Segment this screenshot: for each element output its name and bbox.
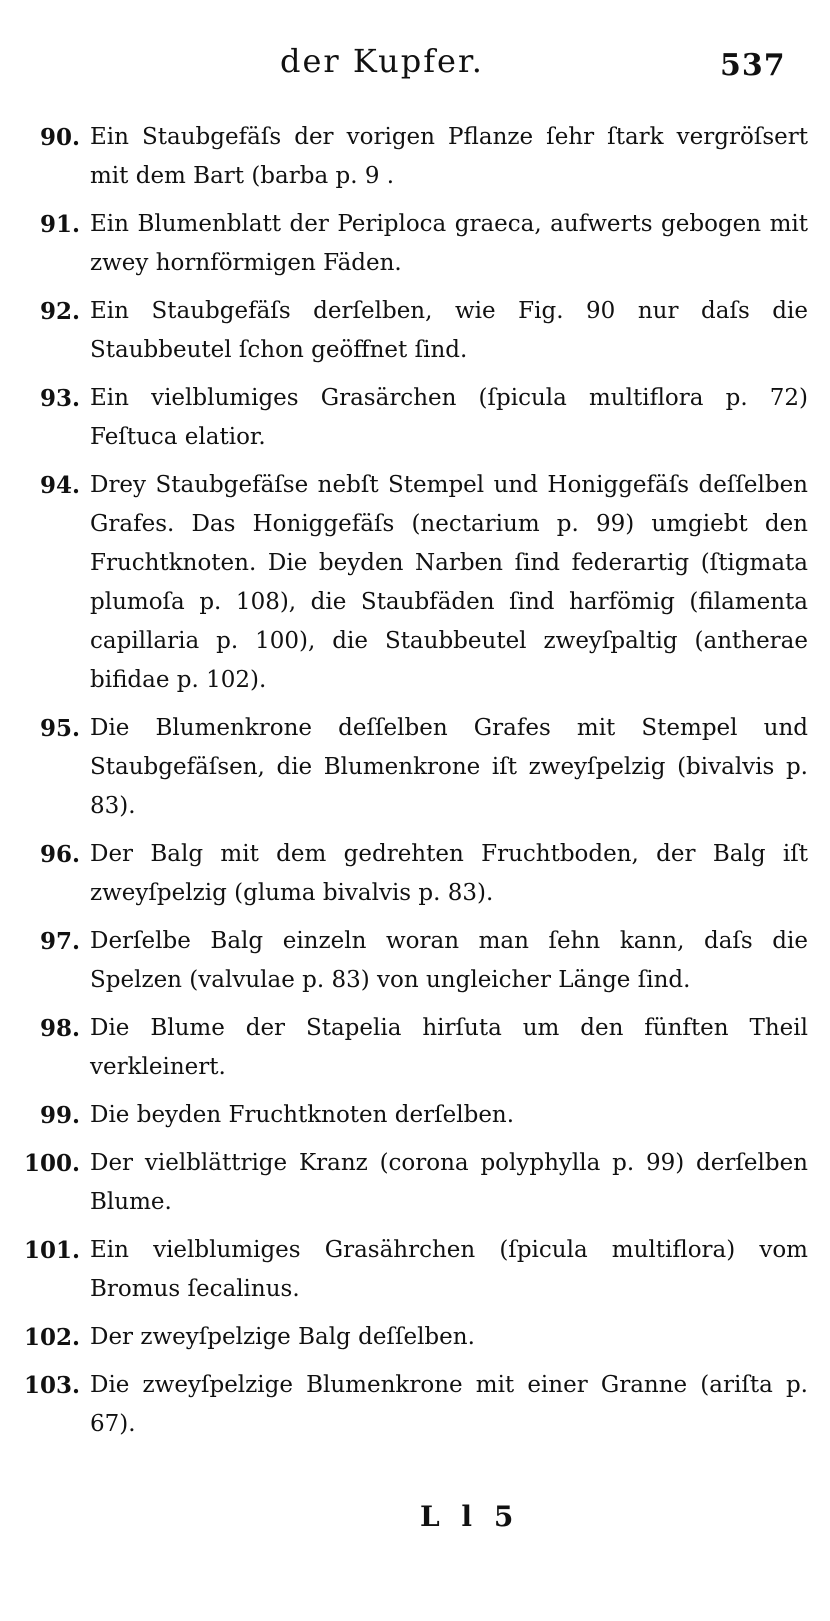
figure-number: 90. (39, 124, 80, 151)
figure-number: 93. (39, 385, 80, 412)
figure-number: 102. (23, 1324, 80, 1351)
list-item (18, 1366, 808, 1444)
list-item (18, 835, 808, 913)
figure-description: Die beyden Fruchtknoten derſelben. (90, 1102, 515, 1128)
running-title: der Kupfer. (280, 42, 484, 80)
figure-description: Ein Staubgefäſs der vorigen Pflanze ſehr ſtark vergröſsert mit dem Bart (barba p. 9 . (90, 124, 808, 189)
figure-description: Der Balg mit dem gedrehten Fruchtboden, der Balg iſt zweyſpelzig (gluma bivalvis p. 83). (90, 841, 808, 906)
list-item (18, 1144, 808, 1222)
figure-description: Ein Blumenblatt der Periploca graeca, aufwerts gebogen mit zwey hornförmigen Fäden. (90, 211, 808, 276)
list-item (18, 118, 808, 196)
figure-description: Drey Staubgefäſse nebſt Stempel und Honiggefäſs deſſelben Grafes. Das Honiggefäſs (nectarium p. 99) umgiebt den Fruchtknoten. Die beyden Narben ſind federartig (ſtigmata plumoſa p. 108), die Staubfäden ſind harfömig (filamenta capillaria p. 100), die Staubbeutel zweyſpaltig (antherae bifidae p. 102). (90, 472, 808, 693)
figure-number: 94. (39, 472, 80, 499)
figure-description: Die Blume der Stapelia hirſuta um den fünften Theil verkleinert. (90, 1015, 808, 1080)
list-item (18, 1318, 808, 1357)
figure-list (18, 118, 808, 1453)
figure-description: Ein vielblumiges Grasährchen (ſpicula multiflora) vom Bromus ſecalinus. (90, 1237, 808, 1302)
figure-number: 96. (39, 841, 80, 868)
figure-number: 99. (39, 1102, 80, 1129)
figure-number: 100. (23, 1150, 80, 1177)
list-item (18, 709, 808, 826)
figure-description: Die zweyſpelzige Blumenkrone mit einer Granne (ariſta p. 67). (90, 1372, 808, 1437)
list-item (18, 1009, 808, 1087)
list-item (18, 922, 808, 1000)
page-number: 537 (720, 48, 786, 83)
list-item (18, 1096, 808, 1135)
figure-description: Der vielblättrige Kranz (corona polyphylla p. 99) derſelben Blume. (90, 1150, 808, 1215)
figure-number: 97. (39, 928, 80, 955)
list-item (18, 466, 808, 700)
figure-description: Ein vielblumiges Grasärchen (ſpicula multiflora p. 72) Feſtuca elatior. (90, 385, 808, 450)
figure-number: 91. (39, 211, 80, 238)
list-item (18, 1231, 808, 1309)
figure-number: 101. (23, 1237, 80, 1264)
figure-description: Derſelbe Balg einzeln woran man ſehn kann, daſs die Spelzen (valvulae p. 83) von ungleicher Länge ſind. (90, 928, 808, 993)
list-item (18, 379, 808, 457)
list-item (18, 292, 808, 370)
figure-description: Die Blumenkrone deſſelben Grafes mit Stempel und Staubgefäſsen, die Blumenkrone iſt zweyſpelzig (bivalvis p. 83). (90, 715, 808, 819)
figure-number: 98. (39, 1015, 80, 1042)
figure-description: Der zweyſpelzige Balg deſſelben. (90, 1324, 475, 1350)
figure-number: 92. (39, 298, 80, 325)
figure-number: 103. (23, 1372, 80, 1399)
list-item (18, 205, 808, 283)
printer-signature: L l 5 (420, 1500, 520, 1533)
figure-description: Ein Staubgefäſs derſelben, wie Fig. 90 nur daſs die Staubbeutel ſchon geöffnet ſind. (90, 298, 808, 363)
figure-number: 95. (39, 715, 80, 742)
